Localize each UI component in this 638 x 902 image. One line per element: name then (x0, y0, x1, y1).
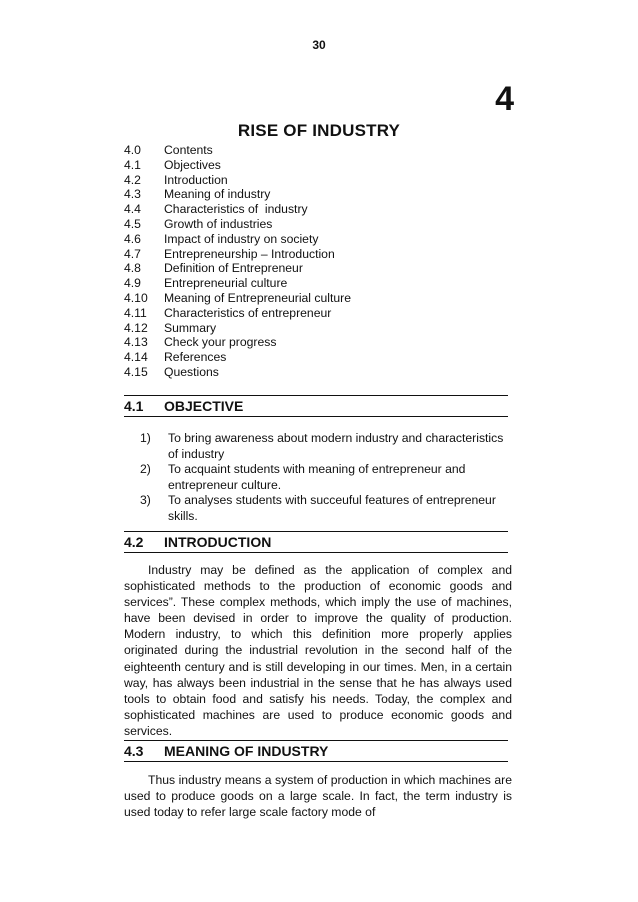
toc-entry: Characteristics of entrepreneur (164, 305, 332, 320)
list-item (124, 462, 514, 493)
toc-entry: Definition of Entrepreneur (164, 261, 303, 276)
toc-number: 4.5 (124, 216, 141, 231)
toc-number: 4.11 (124, 305, 147, 320)
section-heading-meaning (124, 740, 508, 762)
toc-row (124, 335, 524, 350)
toc-row (124, 173, 524, 188)
section-title: OBJECTIVE (164, 398, 244, 414)
list-item-text: To acquaint students with meaning of entrepreneur and entrepreneur culture. (168, 462, 466, 492)
toc-entry: Meaning of industry (164, 187, 271, 202)
toc-row (124, 217, 524, 232)
toc-entry: References (164, 350, 227, 365)
list-item (124, 493, 514, 524)
list-item-text: To analyses students with succeuful features of entrepreneur skills. (168, 493, 496, 523)
list-item-number: 3) (140, 493, 151, 508)
toc-entry: Entrepreneurial culture (164, 276, 288, 291)
toc-row (124, 158, 524, 173)
toc-row (124, 365, 524, 380)
toc-row (124, 202, 524, 217)
toc-row (124, 232, 524, 247)
toc-row (124, 247, 524, 262)
toc-entry: Entrepreneurship – Introduction (164, 246, 335, 261)
section-heading-introduction (124, 531, 508, 553)
toc-number: 4.7 (124, 246, 141, 261)
section-number: 4.1 (124, 398, 144, 414)
list-item (124, 431, 514, 462)
chapter-number: 4 (495, 80, 514, 118)
toc-row (124, 187, 524, 202)
toc-number: 4.4 (124, 202, 141, 217)
table-of-contents (124, 143, 524, 380)
toc-entry: Objectives (164, 157, 221, 172)
objectives-list (124, 431, 514, 525)
toc-row (124, 350, 524, 365)
toc-number: 4.14 (124, 350, 148, 365)
list-item-number: 2) (140, 462, 151, 477)
toc-number: 4.10 (124, 290, 148, 305)
toc-entry: Impact of industry on society (164, 231, 319, 246)
toc-entry: Summary (164, 320, 217, 335)
toc-entry: Check your progress (164, 335, 277, 350)
toc-entry: Introduction (164, 172, 228, 187)
section-number: 4.3 (124, 743, 144, 759)
section-number: 4.2 (124, 534, 144, 550)
toc-row (124, 306, 524, 321)
toc-number: 4.2 (124, 172, 141, 187)
meaning-paragraph: Thus industry means a system of production in which machines are used to produce goods on a large scale. In fact, the term industry is used today to refer large scale factory mode of (124, 773, 512, 820)
toc-entry: Contents (164, 143, 213, 157)
toc-entry: Meaning of Entrepreneurial culture (164, 290, 351, 305)
toc-number: 4.13 (124, 335, 148, 350)
section-heading-objective (124, 395, 508, 417)
toc-entry: Questions (164, 364, 219, 379)
list-item-text: To bring awareness about modern industry and characteristics of industry (168, 431, 504, 461)
toc-number: 4.1 (124, 157, 141, 172)
section-title: INTRODUCTION (164, 534, 272, 550)
toc-entry: Growth of industries (164, 216, 273, 231)
toc-number: 4.8 (124, 261, 141, 276)
toc-row (124, 321, 524, 336)
toc-number: 4.12 (124, 320, 148, 335)
toc-row (124, 143, 524, 158)
toc-row (124, 291, 524, 306)
list-item-number: 1) (140, 431, 151, 445)
toc-number: 4.3 (124, 187, 141, 202)
toc-number: 4.0 (124, 143, 141, 157)
toc-number: 4.15 (124, 364, 148, 379)
toc-number: 4.9 (124, 276, 141, 291)
section-title: MEANING OF INDUSTRY (164, 743, 329, 759)
page-number: 30 (312, 38, 326, 52)
toc-row (124, 261, 524, 276)
toc-row (124, 276, 524, 291)
toc-entry: Characteristics of industry (164, 202, 308, 217)
toc-number: 4.6 (124, 231, 141, 246)
chapter-title: RISE OF INDUSTRY (237, 121, 401, 140)
introduction-paragraph: Industry may be defined as the application of complex and sophisticated methods to the production of economic goods and services”. These complex methods, which imply the use of machines, have been devised in order to improve the quality of production. Modern industry, to which this definition more properly applies originated during the industrial revolution in the second half of the eighteenth century and is still developing in our times. Men, in a certain way, has always been industrial in the sense that he has always used tools to obtain food and satisfy his needs. Today, the complex and sophisticated machines are used to produce economic goods and services. (124, 563, 512, 738)
